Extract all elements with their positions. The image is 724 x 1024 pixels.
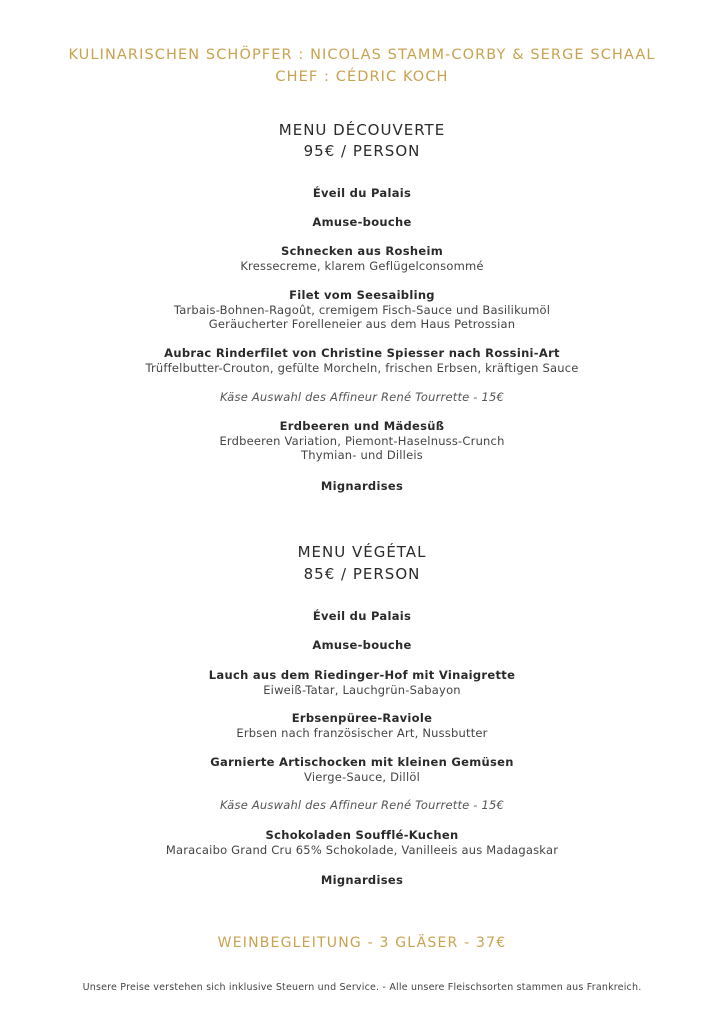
- course-description: Maracaibo Grand Cru 65% Schokolade, Vanilleeis aus Madagaskar: [165, 842, 559, 857]
- course-item: [0, 244, 724, 273]
- course-name: Erdbeeren und Mädesüß: [279, 419, 445, 433]
- course-name: Filet vom Seesaibling: [289, 288, 435, 302]
- course-description: Erdbeeren Variation, Piemont-Haselnuss-Crunch: [219, 433, 505, 448]
- course-description: Eiweiß-Tatar, Lauchgrün-Sabayon: [263, 682, 461, 697]
- course-name: Aubrac Rinderfilet von Christine Spiesser nach Rossini-Art: [164, 346, 560, 360]
- menu-decouverte-title: MENU DÉCOUVERTE: [278, 121, 446, 139]
- menu-vegetal-price: 85€ / PERSON: [303, 565, 421, 583]
- course-description: Erbsen nach französischer Art, Nussbutter: [236, 725, 488, 740]
- course-description: Tarbais-Bohnen-Ragoût, cremigem Fisch-Sauce und Basilikumöl: [173, 302, 551, 317]
- credits-creators: KULINARISCHEN SCHÖPFER : NICOLAS STAMM-CORBY & SERGE SCHAAL: [68, 47, 656, 63]
- footer-note: Unsere Preise verstehen sich inklusive Steuern und Service. - Alle unsere Fleischsorten stammen aus Frankreich.: [82, 982, 642, 993]
- course-item: [0, 798, 724, 813]
- course-description: Trüffelbutter-Crouton, gefülte Morcheln, frischen Erbsen, kräftigen Sauce: [145, 360, 579, 375]
- course-item: [0, 390, 724, 405]
- wine-pairing: WEINBEGLEITUNG - 3 GLÄSER - 37€: [217, 935, 507, 951]
- course-name: Éveil du Palais: [312, 186, 412, 200]
- course-item: [0, 186, 724, 201]
- course-item: [0, 828, 724, 857]
- course-item: [0, 215, 724, 230]
- course-name: Garnierte Artischocken mit kleinen Gemüsen: [210, 755, 514, 769]
- credits-chef: CHEF : CÉDRIC KOCH: [275, 69, 449, 85]
- menu-decouverte-price: 95€ / PERSON: [303, 142, 421, 160]
- course-name: Schokoladen Soufflé-Kuchen: [265, 828, 459, 842]
- course-item: [0, 638, 724, 653]
- course-name: Éveil du Palais: [312, 609, 412, 623]
- course-name: Schnecken aus Rosheim: [280, 244, 444, 258]
- course-name: Erbsenpüree-Raviole: [291, 711, 433, 725]
- course-description: Thymian- und Dilleis: [301, 448, 423, 462]
- course-item: [0, 346, 724, 375]
- course-item: [0, 668, 724, 697]
- course-name: Amuse-bouche: [312, 638, 412, 652]
- course-description: Vierge-Sauce, Dillöl: [304, 769, 420, 784]
- course-item: [0, 288, 724, 332]
- course-item: [0, 609, 724, 624]
- cheese-option: Käse Auswahl des Affineur René Tourrette - 15€: [219, 390, 505, 404]
- course-item: [0, 711, 724, 740]
- course-item: [0, 755, 724, 784]
- course-name: Mignardises: [320, 873, 404, 887]
- course-item: [0, 419, 724, 463]
- course-description: Kressecreme, klarem Geflügelconsommé: [240, 258, 484, 273]
- credits: [0, 44, 724, 88]
- menu-vegetal-title: MENU VÉGÉTAL: [297, 543, 427, 561]
- course-name: Mignardises: [320, 479, 404, 493]
- course-name: Amuse-bouche: [312, 215, 412, 229]
- course-description: Geräucherter Forelleneier aus dem Haus Petrossian: [208, 317, 516, 331]
- course-item: [0, 873, 724, 888]
- course-name: Lauch aus dem Riedinger-Hof mit Vinaigrette: [208, 668, 516, 682]
- cheese-option: Käse Auswahl des Affineur René Tourrette - 15€: [219, 798, 505, 812]
- course-item: [0, 479, 724, 494]
